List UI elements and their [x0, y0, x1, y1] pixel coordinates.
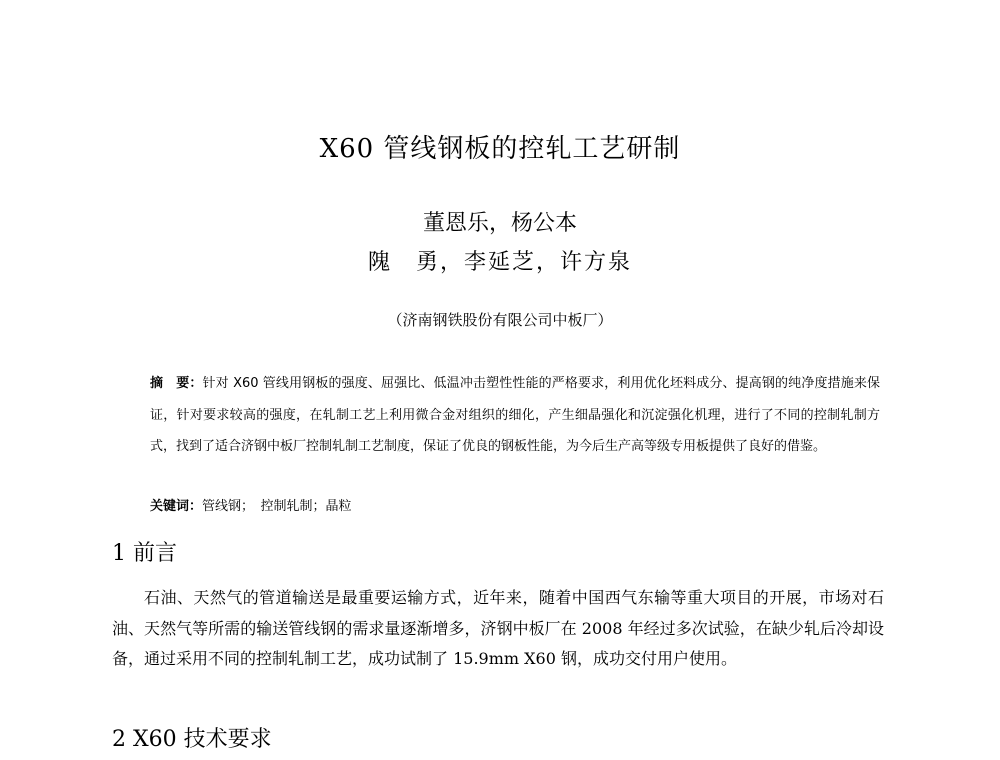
introduction-paragraph: 石油、天然气的管道输送是最重要运输方式，近年来，随着中国西气东输等重大项目的开展，市场对石油、天然气等所需的输送管线钢的需求量逐渐增多，济钢中板厂在 2008 年经过多次试验，在缺少轧后冷却设备，通过采用不同的控制轧制工艺，成功试制了 15.9mm X60 钢，成功交付用户使用。	[112, 588, 884, 668]
keywords	[150, 495, 352, 514]
author-line-1: 董恩乐，杨公本	[422, 211, 577, 236]
affiliation: （济南钢铁股份有限公司中板厂）	[387, 311, 613, 329]
abstract-text: 针对 X60 管线用钢板的强度、屈强比、低温冲击塑性性能的严格要求，利用优化坯料成分、提高钢的纯净度措施来保证，针对要求较高的强度，在轧制工艺上利用微合金对组织的细化，产生细晶强化和沉淀强化机理，进行了不同的控制轧制方式，找到了适合济钢中板厂控制轧制工艺制度，保证了优良的钢板性能，为今后生产高等级专用板提供了良好的借鉴。	[150, 376, 880, 454]
paper-title: X60 管线钢板的控轧工艺研制	[319, 134, 681, 164]
keywords-text: 管线钢； 控制轧制；晶粒	[202, 499, 352, 514]
author-line-2: 隗 勇，李延芝，许方泉	[367, 250, 632, 275]
keywords-label: 关键词：	[150, 499, 203, 514]
section-heading-technical-requirements: 2 X60 技术要求	[112, 727, 272, 752]
abstract-label: 摘 要：	[150, 376, 203, 391]
section-heading-introduction: 1 前言	[112, 541, 177, 566]
abstract	[150, 368, 880, 463]
